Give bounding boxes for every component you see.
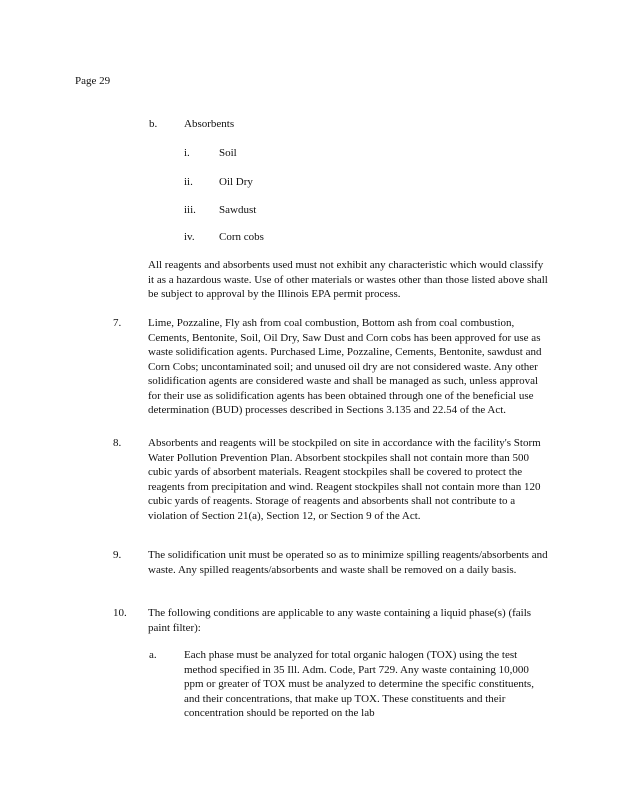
absorbent-numeral: iv. xyxy=(184,231,195,243)
item-text: The solidification unit must be operated so as to minimize spilling reagents/absorbents and waste. Any spilled reagents/absorbents and waste shall be removed on a daily basis. xyxy=(148,549,548,576)
item-number: 10. xyxy=(113,607,127,619)
item-text: Lime, Pozzaline, Fly ash from coal combustion, Bottom ash from coal combustion, Cements, Bentonite, Soil, Oil Dry, Saw Dust and Corn cobs has been approved for use as waste solidification agents. Purchased Lime, Pozzaline, Cements, Bentonite, sawdust and Corn Cobs; uncontaminated soil; and unused oil dry are not considered waste. Any other solidification agents are considered waste and shall be managed as such, unless approval for their use as solidification agents has been obtained through one of the beneficial use determination (BUD) processes described in Sections 3.135 and 22.54 of the Act. xyxy=(148,317,542,416)
item-text: Absorbents and reagents will be stockpiled on site in accordance with the facility's Storm Water Pollution Prevention Plan. Absorbent stockpiles shall not contain more than 500 cubic yards of absorbent materials. Reagent stockpiles shall be covered to protect the reagents from precipitation and wind. Reagent stockpiles shall not contain more than 120 cubic yards of reagents. Storage of reagents and absorbents shall not contribute to a violation of Section 21(a), Section 12, or Section 9 of the Act. xyxy=(148,437,541,522)
section-b-title: Absorbents xyxy=(184,118,235,130)
item-text: The following conditions are applicable to any waste containing a liquid phase(s) (fails paint filter): xyxy=(148,607,532,634)
sub-item-label: a. xyxy=(149,649,157,661)
item-number: 9. xyxy=(113,549,122,561)
absorbent-item: Oil Dry xyxy=(219,176,253,188)
page-number: Page 29 xyxy=(75,75,111,87)
item-number: 8. xyxy=(113,437,122,449)
item-number: 7. xyxy=(113,317,122,329)
absorbent-note: All reagents and absorbents used must not exhibit any characteristic which would classify it as a hazardous waste. Use of other materials or wastes other than those listed above shall be subject to approval by the Illinois EPA permit process. xyxy=(148,259,548,300)
absorbent-item: Soil xyxy=(219,147,237,159)
section-b-label: b. xyxy=(149,118,158,130)
absorbent-numeral: i. xyxy=(184,147,190,159)
absorbent-numeral: ii. xyxy=(184,176,193,188)
absorbent-numeral: iii. xyxy=(184,204,196,216)
absorbent-item: Sawdust xyxy=(219,204,257,216)
absorbent-item: Corn cobs xyxy=(219,231,264,243)
sub-item-text: Each phase must be analyzed for total organic halogen (TOX) using the test method specified in 35 Ill. Adm. Code, Part 729. Any waste containing 10,000 ppm or greater of TOX must be analyzed to determine the specific constituents, and their concentrations, that make up TOX. These constituents and their concentration should be reported on the lab xyxy=(184,649,534,719)
